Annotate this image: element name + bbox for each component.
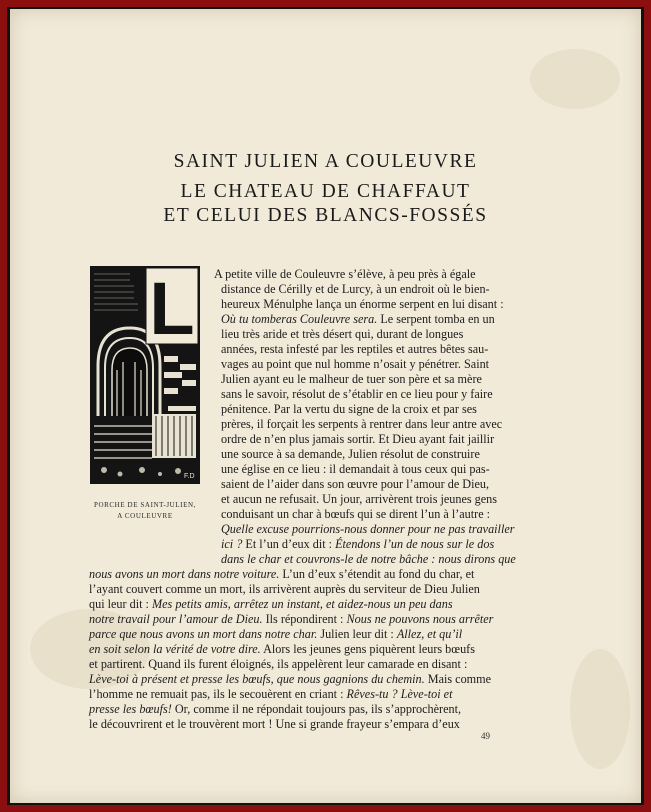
text-line: saient de l’aider dans son œuvre pour l’amour de Dieu, — [221, 477, 490, 491]
church-porch-engraving — [90, 266, 200, 484]
text-line: parce que nous avons un mort dans notre char. Julien leur dit : Allez, et qu’il — [89, 627, 463, 641]
text-line: dans le char et couvrons-le de notre bâche : nous dirons que — [221, 552, 516, 566]
text-line: pénitence. Par la vertu du signe de la croix et par ses — [221, 402, 477, 416]
page-number: 49 — [481, 731, 490, 741]
text-line: ordre de n’en plus jamais sortir. Et Dieu ayant fait jaillir — [221, 432, 495, 446]
text-line: distance de Cérilly et de Lurcy, à un endroit où le bien- — [221, 282, 490, 296]
text-line: lieu très aride et très désert qui, durant de longues — [221, 327, 464, 341]
text-line: Où tu tomberas Couleuvre sera. Le serpent tomba en un — [221, 312, 495, 326]
text-line: une église en ce lieu : il demandait à tous ceux qui pas- — [221, 462, 490, 476]
text-line: en soit selon la vérité de votre dire. Alors les jeunes gens piquèrent leurs bœufs — [89, 642, 475, 656]
text-line: Julien ayant eu le malheur de tuer son père et sa mère — [221, 372, 482, 386]
text-line: et aucun ne refusait. Un jour, arrivèrent trois jeunes gens — [221, 492, 498, 506]
text-line: prères, il forçait les serpents à rentrer dans leur antre avec — [221, 417, 503, 431]
text-line: conduisant un char à bœufs qui se dirent l’un à l’autre : — [221, 507, 491, 521]
caption-line-1: PORCHE DE SAINT-JULIEN, — [93, 501, 196, 509]
text-line: nous avons un mort dans notre voiture. L’un d’eux s’étendit au fond du char, et — [89, 567, 475, 581]
book-page — [10, 9, 641, 803]
text-line: vages au point que nul homme n’osait y pénétrer. Saint — [221, 357, 490, 371]
text-line: ici ? Et l’un d’eux dit : Étendons l’un de nous sur le dos — [221, 537, 495, 551]
text-line: heureux Ménulphe lança un énorme serpent en lui disant : — [221, 297, 504, 311]
text-line: sans le savoir, résolut de s’établir en ce lieu pour y faire — [221, 387, 493, 401]
text-line: qui leur dit : Mes petits amis, arrêtez un instant, et aidez-nous un peu dans — [89, 597, 453, 611]
text-line: l’ayant couvert comme un mort, ils arrivèrent auprès du serviteur de Dieu Julien — [89, 582, 480, 596]
text-line: A petite ville de Couleuvre s’élève, à peu près à égale — [214, 267, 476, 281]
title-line-3: ET CELUI DES BLANCS-FOSSÉS — [163, 205, 488, 226]
text-line: Quelle excuse pourrions-nous donner pour ne pas travailler — [221, 522, 515, 536]
text-line: années, resta infesté par les reptiles et autres bêtes sau- — [221, 342, 489, 356]
text-line: une source à sa demande, Julien résolut de construire — [221, 447, 480, 461]
title-line-1: SAINT JULIEN A COULEUVRE — [173, 151, 478, 172]
text-line: presse les bœufs! Or, comme il ne répondait toujours pas, ils s’approchèrent, — [89, 702, 462, 716]
drop-cap-letter: L — [149, 267, 195, 350]
text-line: et partirent. Quand ils furent éloignés, ils appelèrent leur camarade en disant : — [89, 657, 468, 671]
woodcut-illustration — [90, 266, 200, 484]
text-line: l’homme ne remuait pas, ils le secouèrent en criant : Rêves-tu ? Lève-toi et — [89, 687, 453, 701]
text-line: Lève-toi à présent et presse les bœufs, que nous gagnions du chemin. Mais comme — [89, 672, 492, 686]
text-line: notre travail pour l’amour de Dieu. Ils répondirent : Nous ne pouvons nous arrêter — [89, 612, 494, 626]
text-line: le découvrirent et le trouvèrent mort ! Une si grande frayeur s’empara d’eux — [89, 717, 460, 731]
artist-signature: F.D — [184, 473, 195, 480]
title-line-2: LE CHATEAU DE CHAFFAUT — [180, 181, 471, 202]
caption-line-2: A COULEUVRE — [117, 512, 173, 520]
